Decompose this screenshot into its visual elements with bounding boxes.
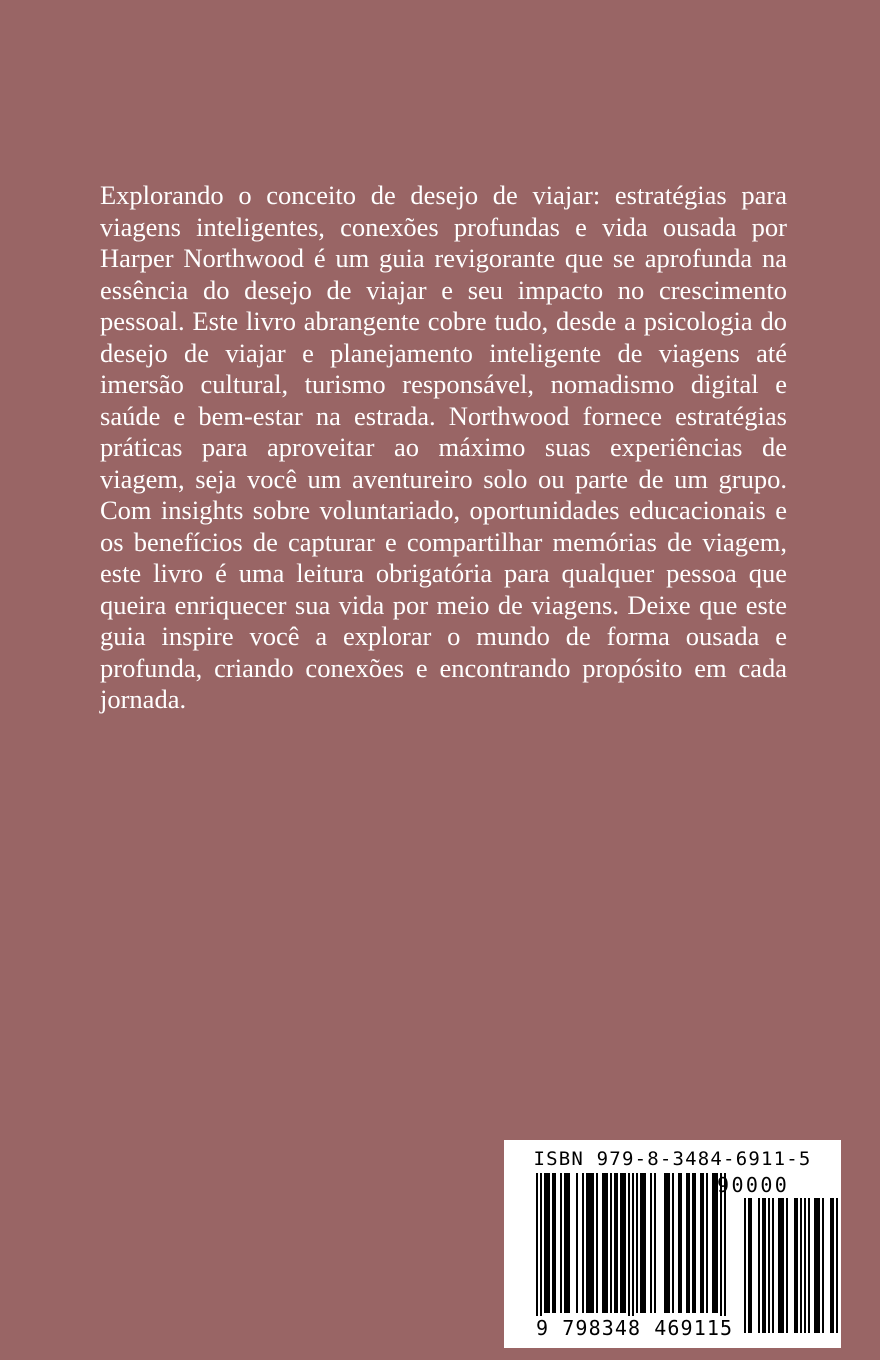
barcode-bar: [546, 1173, 548, 1313]
barcode-bar: [720, 1173, 722, 1333]
addon-barcode-bar: [758, 1198, 760, 1333]
barcode-bar: [592, 1173, 594, 1313]
barcode-bar: [680, 1173, 682, 1313]
barcode-bar: [678, 1173, 680, 1313]
barcode-bar: [588, 1173, 590, 1313]
addon-barcode-bar: [818, 1198, 820, 1333]
addon-barcode-bar: [762, 1198, 764, 1333]
addon-barcode-bar: [800, 1198, 802, 1333]
barcode-bar: [560, 1173, 562, 1313]
barcode-bar: [624, 1173, 626, 1313]
barcode-bar: [576, 1173, 578, 1313]
barcode-block: [504, 1140, 841, 1348]
barcode-bar: [586, 1173, 588, 1313]
price-addon-label: 90000: [717, 1173, 790, 1197]
barcode-bar: [568, 1173, 570, 1313]
barcode-bar: [714, 1173, 716, 1313]
addon-barcode-bar: [816, 1198, 818, 1333]
barcode-bar: [640, 1173, 642, 1313]
barcode-bar: [610, 1173, 612, 1313]
barcode-bar: [548, 1173, 550, 1313]
barcode-bar: [606, 1173, 608, 1313]
addon-barcode-bar: [748, 1198, 750, 1333]
barcode-bar: [602, 1173, 604, 1313]
addon-barcode-bar: [830, 1198, 832, 1333]
barcode-bar: [620, 1173, 622, 1313]
barcode-bar: [686, 1173, 688, 1313]
addon-barcode-bar: [764, 1198, 766, 1333]
barcode-bar: [632, 1173, 634, 1333]
addon-barcode-bar: [782, 1198, 784, 1333]
barcode-bar: [654, 1173, 656, 1313]
barcode-bar: [582, 1173, 584, 1313]
addon-barcode-bar: [796, 1198, 798, 1333]
barcode-bar: [554, 1173, 556, 1313]
addon-barcode-bar: [780, 1198, 782, 1333]
barcode-bar: [540, 1173, 542, 1333]
barcode-bar: [622, 1173, 624, 1313]
barcode-bar: [692, 1173, 694, 1313]
barcode-bar: [566, 1173, 568, 1313]
addon-barcode-bar: [786, 1198, 788, 1333]
addon-barcode-bar: [750, 1198, 752, 1333]
addon-barcode-bar: [832, 1198, 834, 1333]
barcode-bar: [636, 1173, 638, 1313]
barcode-bar: [536, 1173, 538, 1333]
barcode-bar: [604, 1173, 606, 1313]
addon-barcode-bar: [768, 1198, 770, 1333]
barcode-bar: [564, 1173, 566, 1313]
book-description: Explorando o conceito de desejo de viajar: estratégias para viagens inteligentes, conexões profundas e vida ousada por Harper Northwood é um guia revigorante que se aprofunda na essência do desejo de viajar e seu impacto no crescimento pessoal. Este livro abrangente cobre tudo, desde a psicologia do desejo de viajar e planejamento inteligente de viagens até imersão cultural, turismo responsável, nomadismo digital e saúde e bem-estar na estrada. Northwood fornece estratégias práticas para aproveitar ao máximo suas experiências de viagem, seja você um aventureiro solo ou parte de um grupo. Com insights sobre voluntariado, oportunidades educacionais e os benefícios de capturar e compartilhar memórias de viagem, este livro é uma leitura obrigatória para qualquer pessoa que queira enriquecer sua vida por meio de viagens. Deixe que este guia inspire você a explorar o mundo de forma ousada e profunda, criando conexões e encontrando propósito em cada jornada.: [100, 180, 787, 714]
barcode-bar: [694, 1173, 696, 1313]
barcode-bar: [712, 1173, 714, 1313]
barcode-bar: [700, 1173, 702, 1313]
barcode-bar: [664, 1173, 666, 1313]
barcode-bar: [668, 1173, 670, 1313]
barcode-bar: [614, 1173, 616, 1313]
barcode-bar: [702, 1173, 704, 1313]
barcode-bar: [688, 1173, 690, 1313]
addon-barcode-bar: [822, 1198, 824, 1333]
ean-digits: 9 798348 469115: [536, 1316, 734, 1340]
barcode-bar: [666, 1173, 668, 1313]
addon-barcode-bar: [778, 1198, 780, 1333]
barcode-bar: [628, 1173, 630, 1333]
addon-barcode-bar: [836, 1198, 838, 1333]
barcode-bar: [596, 1173, 598, 1313]
barcode-bar: [590, 1173, 592, 1313]
addon-barcode-bar: [804, 1198, 806, 1333]
barcode-bar: [644, 1173, 646, 1313]
barcode-bar: [724, 1173, 726, 1333]
isbn-label: ISBN 979-8-3484-6911-5: [533, 1148, 812, 1170]
addon-barcode-bar: [744, 1198, 746, 1333]
barcode-bar: [616, 1173, 618, 1313]
barcode-bar: [544, 1173, 546, 1313]
barcode-bar: [552, 1173, 554, 1313]
barcode-bar: [642, 1173, 644, 1313]
addon-barcode-bar: [772, 1198, 774, 1333]
barcode-bar: [706, 1173, 708, 1313]
barcode-bar: [650, 1173, 652, 1313]
addon-barcode-bar: [814, 1198, 816, 1333]
addon-barcode-bar: [794, 1198, 796, 1333]
barcode-bar: [672, 1173, 674, 1313]
addon-barcode-bar: [808, 1198, 810, 1333]
